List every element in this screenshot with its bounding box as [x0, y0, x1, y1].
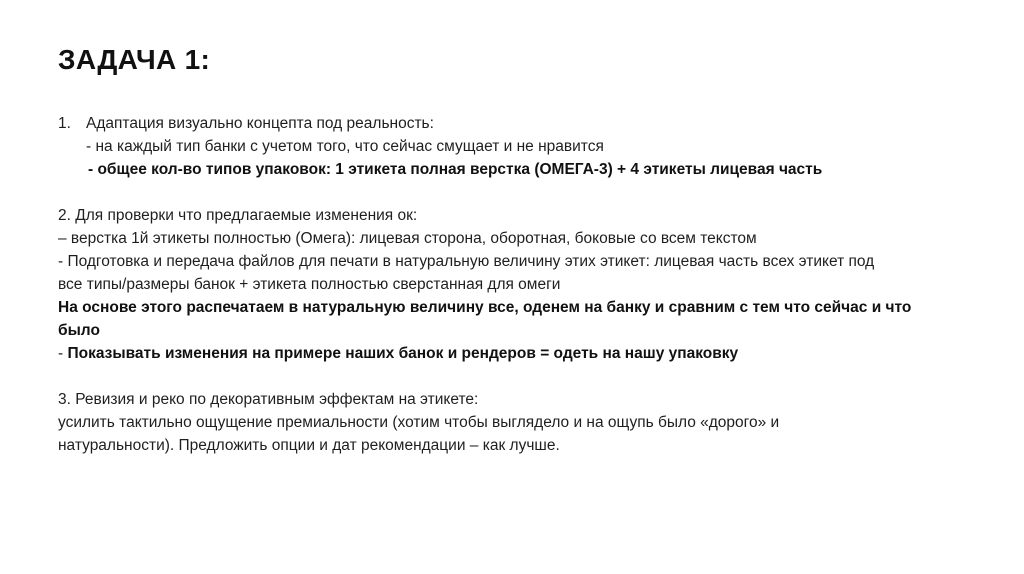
section-2-line-5: было [58, 322, 100, 339]
section-1-heading-text: Адаптация визуально концепта под реальность: [86, 115, 434, 132]
section-2-line-6 [58, 342, 978, 365]
slide-title: ЗАДАЧА 1: [58, 44, 211, 75]
section-2-line-3: все типы/размеры банок + этикета полностью сверстанная для омеги [58, 276, 561, 293]
section-2-line-4: На основе этого распечатаем в натуральную величину все, оденем на банку и сравним с тем что сейчас и что [58, 299, 912, 316]
section-3-line-2: натуральности). Предложить опции и дат рекомендации – как лучше. [58, 437, 560, 454]
section-1-line-2: - общее кол-во типов упаковок: 1 этикета полная верстка (ОМЕГА-3) + 4 этикеты лицевая часть [88, 161, 823, 178]
section-1-heading [58, 112, 978, 135]
section-1-number: 1. [58, 115, 71, 132]
section-3-line-1: усилить тактильно ощущение премиальности (хотим чтобы выглядело и на ощупь было «дорого» и [58, 414, 780, 431]
section-2-line-2: - Подготовка и передача файлов для печати в натуральную величину этих этикет: лицевая часть всех этикет под [58, 253, 875, 270]
section-2-heading: 2. Для проверки что предлагаемые изменения ок: [58, 207, 418, 224]
spacer [58, 365, 978, 388]
spacer [58, 181, 978, 204]
section-2-line-1: – верстка 1й этикеты полностью (Омега): лицевая сторона, оборотная, боковые со всем текстом [58, 230, 757, 247]
section-2-line-6-bold: Показывать изменения на примере наших банок и рендеров = одеть на нашу упаковку [67, 345, 739, 362]
section-2-line-6-prefix: - [58, 345, 68, 362]
section-3-heading: 3. Ревизия и реко по декоративным эффектам на этикете: [58, 391, 479, 408]
slide-body [58, 112, 978, 457]
section-1-line-1: - на каждый тип банки с учетом того, что сейчас смущает и не нравится [86, 138, 604, 155]
